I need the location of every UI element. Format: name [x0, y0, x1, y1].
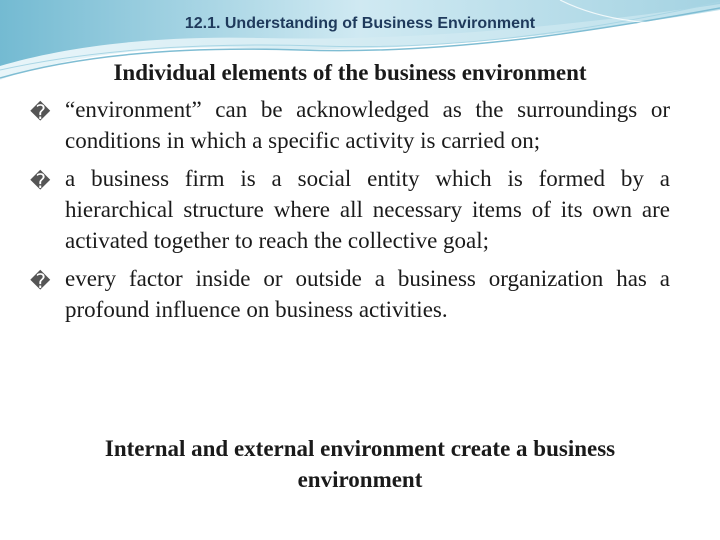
bullet-marker-icon: �	[30, 169, 51, 193]
section-subheading: Individual elements of the business environment	[113, 60, 587, 85]
bullet-marker-icon: �	[30, 100, 51, 124]
bullet-item	[30, 94, 670, 156]
conclusion-text: Internal and external environment create a business environment	[104, 436, 616, 492]
slide-content	[30, 58, 670, 332]
bullet-item	[30, 263, 670, 325]
bullet-item	[30, 163, 670, 256]
bullet-text: “environment” can be acknowledged as the surroundings or conditions in which a specific activity is carried on;	[65, 97, 670, 153]
bullet-list	[30, 94, 670, 325]
bullet-marker-icon: �	[30, 269, 51, 293]
bullet-text: every factor inside or outside a business organization has a profound influence on business activities.	[65, 266, 670, 322]
slide-title: 12.1. Understanding of Business Environment	[184, 15, 536, 32]
bullet-text: a business firm is a social entity which is formed by a hierarchical structure where all necessary items of its own are activated together to reach the collective goal;	[65, 166, 670, 253]
